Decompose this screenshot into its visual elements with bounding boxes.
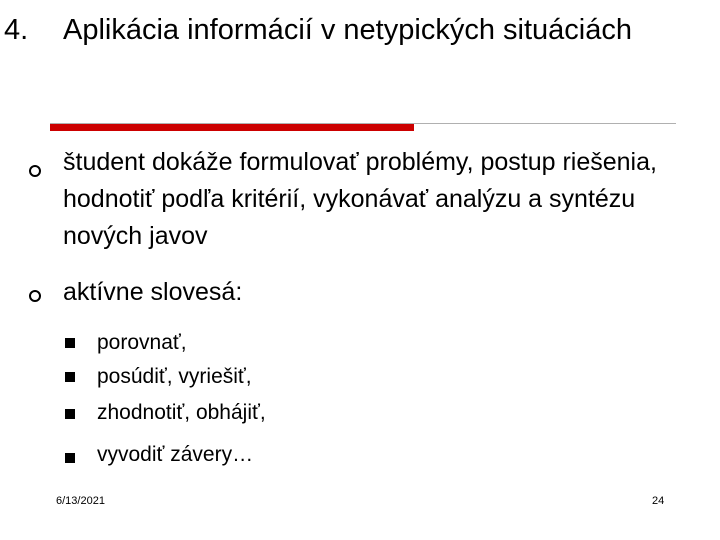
square-bullet-icon	[65, 372, 75, 382]
sub-bullet-1: porovnať,	[97, 331, 187, 354]
slide-title: Aplikácia informácií v netypických situáciách	[63, 14, 632, 46]
square-bullet-icon	[65, 409, 75, 419]
sub-bullet-4: vyvodiť závery…	[97, 443, 254, 466]
sub-bullet-2: posúdiť, vyriešiť,	[97, 365, 252, 388]
sub-bullet-3: zhodnotiť, obhájiť,	[97, 401, 266, 424]
hollow-circle-bullet-icon	[29, 165, 41, 177]
bullet-item-2: aktívne slovesá:	[63, 278, 243, 306]
square-bullet-icon	[65, 338, 75, 348]
slide-number: 4.	[4, 14, 29, 46]
square-bullet-icon	[65, 453, 75, 463]
footer-page-number: 24	[652, 495, 665, 507]
title-divider-accent	[50, 124, 414, 131]
hollow-circle-bullet-icon	[29, 290, 41, 302]
footer-date: 6/13/2021	[56, 495, 105, 507]
bullet-item-1: študent dokáže formulovať problémy, postup riešenia, hodnotiť podľa kritérií, vykonávať analýzu a syntézu nových javov	[63, 148, 657, 250]
